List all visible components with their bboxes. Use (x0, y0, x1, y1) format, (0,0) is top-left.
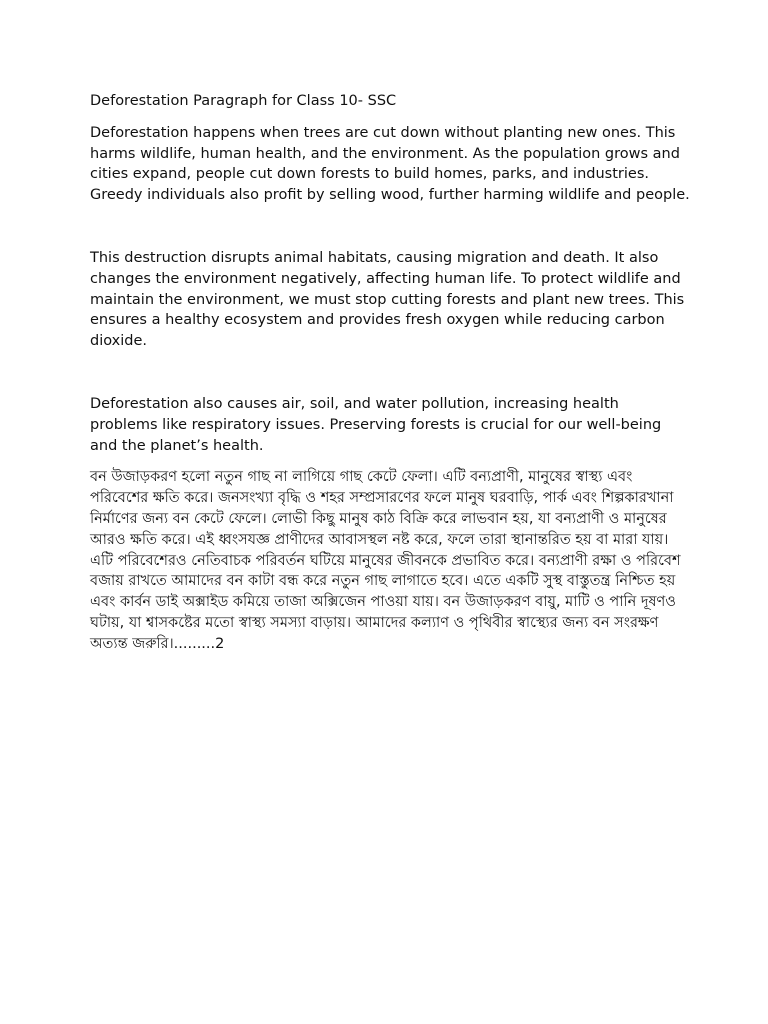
paragraph-effects: This destruction disrupts animal habitats, causing migration and death. It also changes the environment negatively, affecting human life. To protect wildlife and maintain the environment, we must stop cutting forests and plant new trees. This ensures a healthy ecosystem and provides fresh oxygen while reducing carbon dioxide. (90, 249, 685, 350)
paragraph-spacer (90, 352, 690, 394)
paragraph-intro: Deforestation happens when trees are cut down without planting new ones. This harms wildlife, human health, and the environment. As the population grows and cities expand, people cut down forests to build homes, parks, and industries. Greedy individuals also profit by selling wood, further harming wildlife and people. (90, 124, 690, 204)
document-page (90, 91, 690, 655)
document-title: Deforestation Paragraph for Class 10- SSC (90, 93, 397, 109)
paragraph-spacer (90, 456, 690, 467)
paragraph-bangla: বন উজাড়করণ হলো নতুন গাছ না লাগিয়ে গাছ কেটে ফেলা। এটি বন্যপ্রাণী, মানুষের স্বাস্থ্য এবং পরিবেশের ক্ষতি করে। জনসংখ্যা বৃদ্ধি ও শহর সম্প্রসারণের ফলে মানুষ ঘরবাড়ি, পার্ক এবং শিল্পকারখানা নির্মাণের জন্য বন কেটে ফেলে। লোভী কিছু মানুষ কাঠ বিক্রি করে লাভবান হয়, যা বন্যপ্রাণী ও মানুষের আরও ক্ষতি করে। এই ধ্বংসযজ্ঞ প্রাণীদের আবাসস্থল নষ্ট করে, ফলে তারা স্থানান্তরিত হয় বা মারা যায়। এটি পরিবেশেরও নেতিবাচক পরিবর্তন ঘটিয়ে মানুষের জীবনকে প্রভাবিত করে। বন্যপ্রাণী রক্ষা ও পরিবেশ বজায় রাখতে আমাদের বন কাটা বন্ধ করে নতুন গাছ লাগাতে হবে। এতে একটি সুস্থ বাস্তুতন্ত্র নিশ্চিত হয় এবং কার্বন ডাই অক্সাইড কমিয়ে তাজা অক্সিজেন পাওয়া যায়। বন উজাড়করণ বায়ু, মাটি ও পানি দূষণও ঘটায়, যা শ্বাসকষ্টের মতো স্বাস্থ্য সমস্যা বাড়ায়। আমাদের কল্যাণ ও পৃথিবীর স্বাস্থ্যের জন্য বন সংরক্ষণ অত্যন্ত জরুরি।.........2 (90, 469, 681, 652)
paragraph-spacer (90, 206, 690, 248)
paragraph-pollution: Deforestation also causes air, soil, and water pollution, increasing health problems like respiratory issues. Preserving forests is crucial for our well-being and the planet’s health. (90, 395, 662, 454)
